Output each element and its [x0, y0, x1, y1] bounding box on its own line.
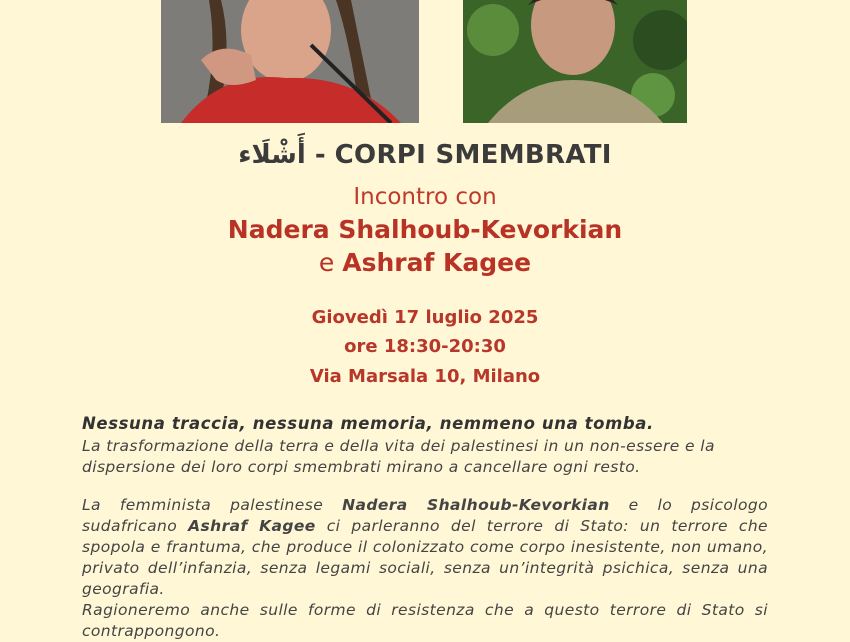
speaker-name-1: Nadera Shalhoub-Kevorkian	[227, 215, 623, 244]
title-arabic: أَشْلَاء	[238, 140, 306, 170]
speaker-line-2	[0, 248, 850, 277]
tagline: Nessuna traccia, nessuna memoria, nemmeno una tomba.	[82, 414, 654, 433]
para2-name-1: Nadera Shalhoub-Kevorkian	[342, 496, 610, 514]
paragraph-2	[82, 495, 768, 642]
para2-text-2: e lo psicologo sudafricano	[82, 496, 768, 535]
speaker-name-2: Ashraf Kagee	[342, 248, 532, 277]
para2-text-1: La femminista palestinese	[82, 496, 343, 514]
speaker-photo-right	[463, 0, 687, 123]
event-place: Via Marsala 10, Milano	[309, 366, 541, 387]
title-italian: CORPI SMEMBRATI	[334, 140, 612, 170]
title-separator: -	[305, 140, 335, 170]
paragraph-1: La trasformazione della terra e della vita dei palestinesi in un non-essere e la dispersione dei loro corpi smembrati mirano a cancellare ogni resto.	[82, 437, 715, 476]
speaker2-prefix: e	[318, 248, 343, 277]
para2-name-2: Ashraf Kagee	[188, 517, 316, 535]
para2-text-4: Ragioneremo anche sulle forme di resistenza che a questo terrore di Stato si contrappongono.	[82, 601, 768, 640]
event-date: Giovedì 17 luglio 2025	[311, 307, 539, 328]
speaker-photo-left	[161, 0, 419, 123]
event-title	[0, 140, 850, 170]
event-time: ore 18:30-20:30	[344, 336, 506, 357]
intro-text: Incontro con	[353, 184, 497, 210]
para2-text-3: ci parleranno del terrore di Stato: un terrore che spopola e frantuma, che produce il colonizzato come corpo inesistente, non umano, privato dell’infanzia, senza legami sociali, senza un’integrità psichica, senza una geografia.	[82, 517, 768, 598]
